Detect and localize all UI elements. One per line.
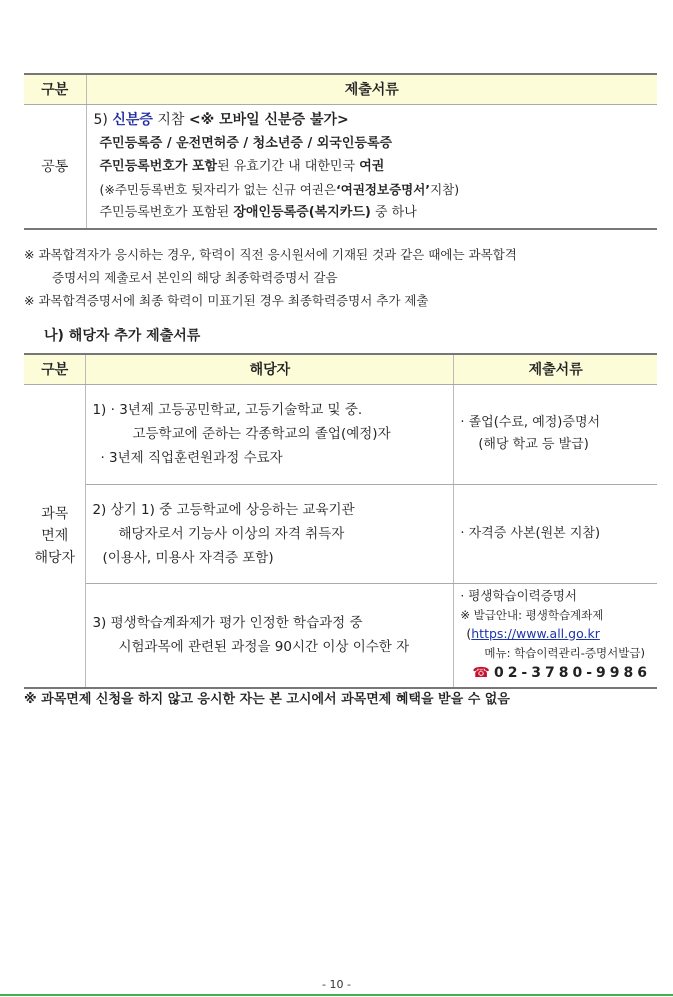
page-number: - 10 -	[322, 978, 351, 991]
telephone-icon: ☎	[472, 664, 490, 681]
documents-cell	[86, 104, 657, 229]
header-category: 구분	[24, 74, 86, 104]
header-applicant: 해당자	[86, 354, 454, 384]
doc-line-passport: 주민등록번호가 포함된 유효기간 내 대한민국 여권	[99, 158, 385, 174]
website-link[interactable]: https://www.all.go.kr	[471, 625, 600, 641]
id-card-label: 신분증	[112, 111, 153, 128]
doc-line-disability-card: 주민등록번호가 포함된 장애인등록증(복지카드) 중 하나	[99, 204, 417, 220]
table-header-row	[24, 74, 657, 104]
notes-block	[24, 243, 517, 312]
table-header-row	[24, 354, 657, 384]
table-row	[24, 384, 657, 484]
doc-line-id: 5) 신분증 지참 <※ 모바일 신분증 불가>	[93, 111, 349, 128]
mobile-id-note: <※ 모바일 신분증 불가>	[188, 111, 349, 128]
doc-line-passport-note: (※주민등록번호 뒷자리가 없는 신규 여권은‘여권정보증명서’지참)	[99, 181, 460, 197]
table-row	[24, 104, 657, 229]
applicant-cell-2: 2) 상기 1) 중 고등학교에 상응하는 교육기관 해당자로서 기능사 이상의 자격 취득자 (이용사, 미용사 자격증 포함)	[86, 484, 454, 583]
header-documents: 제출서류	[86, 74, 657, 104]
note-2: ※ 과목합격증명서에 최종 학력이 미표기된 경우 최종학력증명서 추가 제출	[24, 293, 429, 308]
documents-cell-2: · 자격증 사본(원본 지참)	[454, 484, 657, 583]
note-1-continued: 증명서의 제출로서 본인의 해당 최종학력증명서 갈음	[52, 270, 338, 285]
row-category: 과목 면제 해당자	[24, 384, 86, 688]
table-row	[24, 484, 657, 583]
documents-cell-1: · 졸업(수료, 예정)증명서 (해당 학교 등 발급)	[454, 384, 657, 484]
table-row	[24, 583, 657, 688]
note-1: ※ 과목합격자가 응시하는 경우, 학력이 직전 응시원서에 기재된 것과 같은 때에는 과목합격	[24, 247, 517, 262]
final-note: ※ 과목면제 신청을 하지 않고 응시한 자는 본 고시에서 과목면제 혜택을 받을 수 없음	[24, 692, 510, 707]
applicant-cell-1: 1) · 3년제 고등공민학교, 고등기술학교 및 중. 고등학교에 준하는 각종학교의 졸업(예정)자 · 3년제 직업훈련원과정 수료자	[86, 384, 454, 484]
footer-line	[0, 994, 673, 996]
doc-line-id-types: 주민등록증 / 운전면허증 / 청소년증 / 외국인등록증	[99, 135, 393, 151]
documents-cell-3: · 평생학습이력증명서 ※ 발급안내: 평생학습계좌제 (https://www.all.go.kr 메뉴: 학습이력관리-증명서발급) ☎ 02-3780-9986	[454, 583, 657, 688]
row-category: 공통	[24, 104, 86, 229]
header-documents: 제출서류	[454, 354, 657, 384]
exemption-documents-table	[24, 353, 657, 689]
header-category: 구분	[24, 354, 86, 384]
section-subtitle: 나) 해당자 추가 제출서류	[44, 328, 201, 344]
common-documents-table	[24, 73, 657, 230]
applicant-cell-3: 3) 평생학습계좌제가 평가 인정한 학습과정 중 시험과목에 관련된 과정을 90시간 이상 이수한 자	[86, 583, 454, 688]
phone-number: 02-3780-9986	[493, 664, 651, 681]
